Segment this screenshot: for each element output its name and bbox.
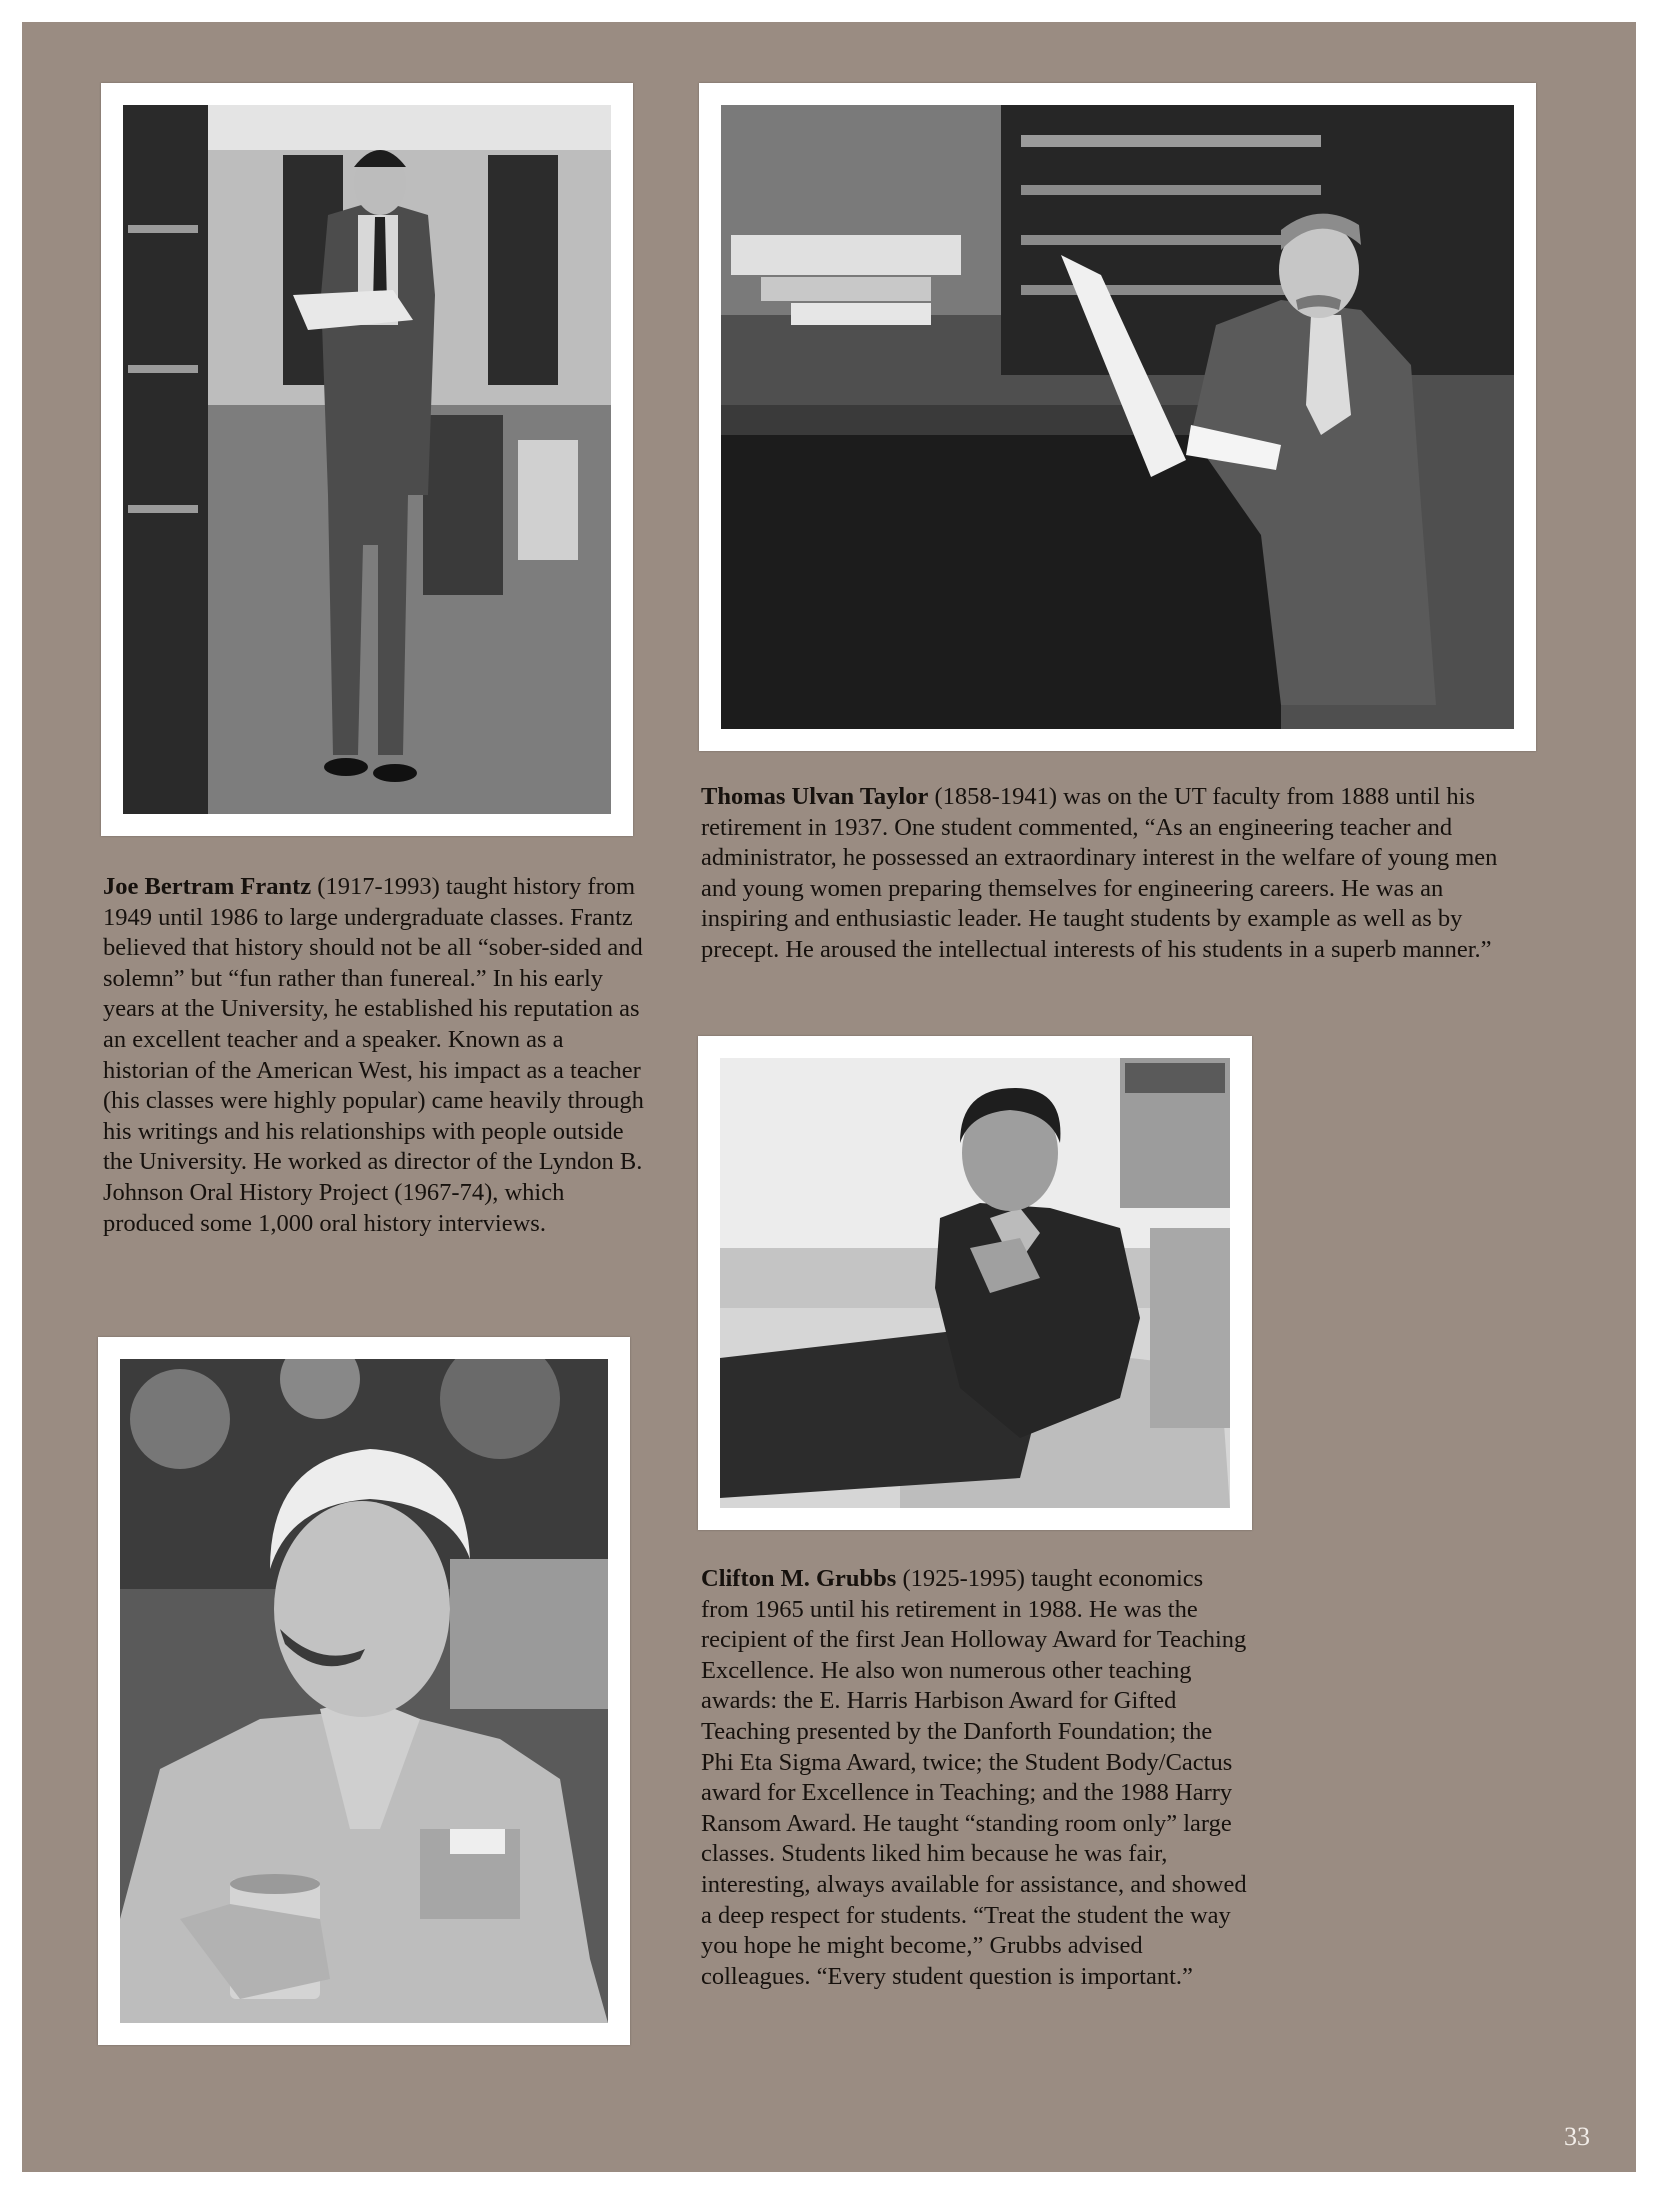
page xyxy=(22,22,1636,2172)
taylor-name: Thomas Ulvan Taylor xyxy=(701,783,929,810)
outdoor-portrait-photo xyxy=(98,1337,630,2045)
taylor-caption xyxy=(701,782,1533,966)
page-number: 33 xyxy=(1564,2122,1590,2151)
taylor-photo xyxy=(699,83,1536,751)
grubbs-caption xyxy=(701,1564,1249,1992)
grubbs-text: (1925-1995) taught economics from 1965 until his retirement in 1988. He was the recipient of the first Jean Holloway Award for Teaching Excellence. He also won numerous other teaching awards: the E. Harris Harbison Award for Gifted Teaching presented by the Danforth Foundation; the Phi Eta Sigma Award, twice; the Student Body/Cactus award for Excellence in Teaching; and the 1988 Harry Ransom Award. He taught “standing room only” large classes. Students liked him because he was fair, interesting, always available for assistance, and showed a deep respect for students. “Treat the student the way you hope he might become,” Grubbs advised colleagues. “Every student question is important.” xyxy=(701,1565,1247,1990)
grubbs-name: Clifton M. Grubbs xyxy=(701,1565,897,1592)
taylor-text: (1858-1941) was on the UT faculty from 1888 until his retirement in 1937. One student commented, “As an engineering teacher and administrator, he possessed an extraordinary interest in the welfare of young men and young women preparing themselves for engineering careers. He was an inspiring and enthusiastic leader. He taught students by example as well as by precept. He aroused the intellectual interests of his students in a superb manner.” xyxy=(701,783,1498,963)
grubbs-photo xyxy=(698,1036,1252,1530)
frantz-caption xyxy=(103,872,651,1239)
frantz-text: (1917-1993) taught history from 1949 until 1986 to large undergraduate classes. Frantz believed that history should not be all “sober-sided and solemn” but “fun rather than funereal.” In his early years at the University, he established his reputation as an excellent teacher and a speaker. Known as a historian of the American West, his impact as a teacher (his classes were highly popular) came heavily through his writings and his relationships with people outside the University. He worked as director of the Lyndon B. Johnson Oral History Project (1967-74), which produced some 1,000 oral history interviews. xyxy=(103,873,644,1237)
frantz-photo xyxy=(101,83,633,836)
frantz-name: Joe Bertram Frantz xyxy=(103,873,312,900)
